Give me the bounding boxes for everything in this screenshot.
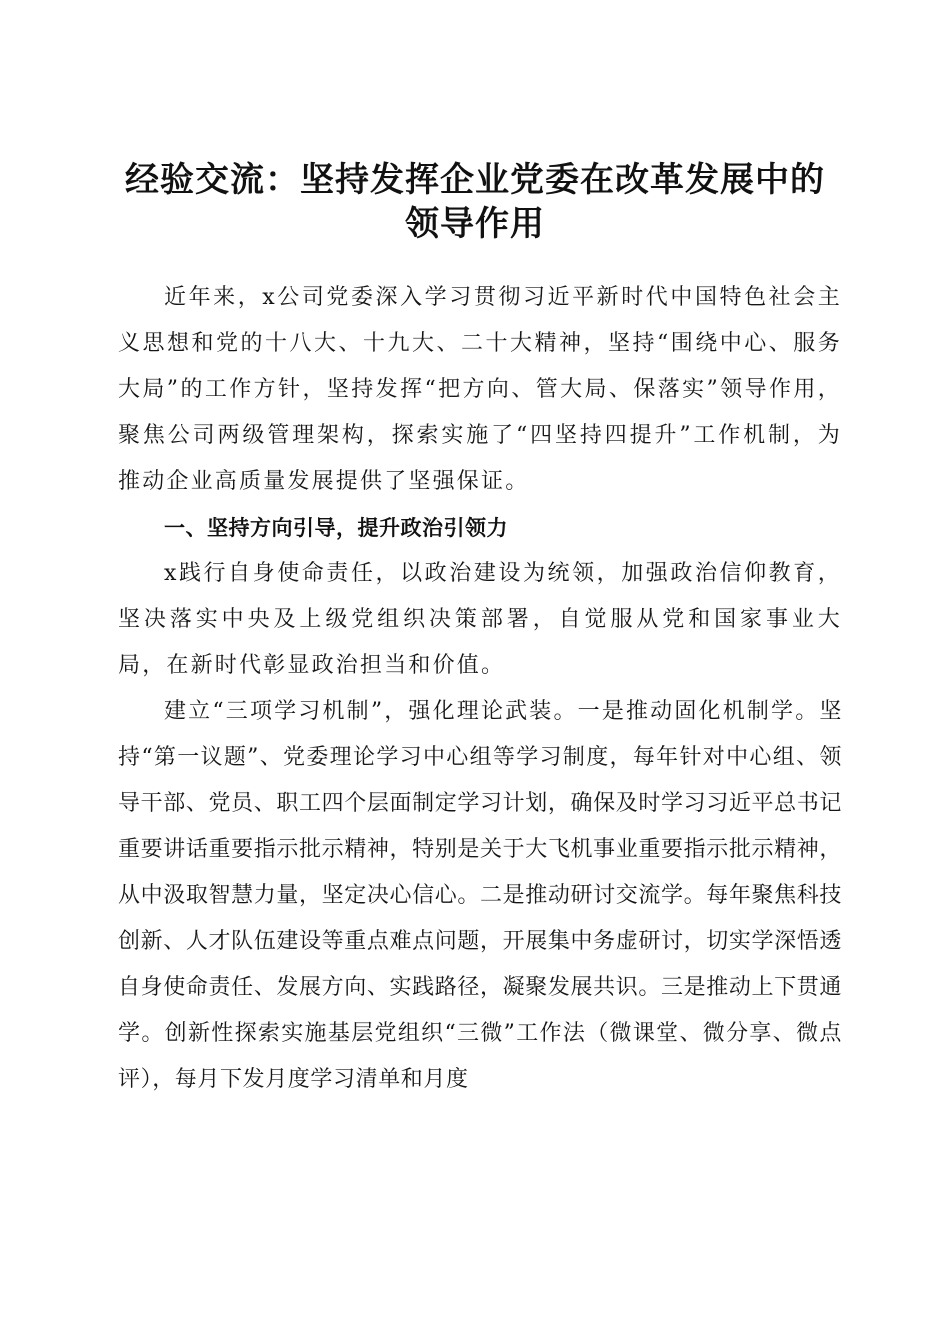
document-title: [100, 158, 850, 246]
section-1-paragraph-1: x践行自身使命责任，以政治建设为统领，加强政治信仰教育，坚决落实中央及上级党组织决策部署，自觉服从党和国家事业大局，在新时代彰显政治担当和价值。: [118, 561, 842, 678]
section-heading-1: 一、坚持方向引导，提升政治引领力: [164, 516, 508, 540]
section-1-paragraph-2: 建立“三项学习机制”，强化理论武装。一是推动固化机制学。坚持“第一议题”、党委理论学习中心组等学习制度，每年针对中心组、领导干部、党员、职工四个层面制定学习计划，确保及时学习习近平总书记重要讲话重要指示批示精神，特别是关于大飞机事业重要指示批示精神，从中汲取智慧力量，坚定决心信心。二是推动研讨交流学。每年聚焦科技创新、人才队伍建设等重点难点问题，开展集中务虚研讨，切实学深悟透自身使命责任、发展方向、实践路径，凝聚发展共识。三是推动上下贯通学。创新性探索实施基层党组织“三微”工作法（微课堂、微分享、微点评），每月下发月度学习清单和月度: [118, 699, 842, 1092]
intro-paragraph: 近年来，x公司党委深入学习贯彻习近平新时代中国特色社会主义思想和党的十八大、十九大、二十大精神，坚持“围绕中心、服务大局”的工作方针，坚持发挥“把方向、管大局、保落实”领导作用，聚焦公司两级管理架构，探索实施了“四坚持四提升”工作机制，为推动企业高质量发展提供了坚强保证。: [118, 285, 842, 494]
document-title-line-2: 领导作用: [405, 203, 545, 244]
document-title-line-1: 经验交流：坚持发挥企业党委在改革发展中的: [125, 159, 825, 200]
document-body: [118, 275, 842, 1103]
